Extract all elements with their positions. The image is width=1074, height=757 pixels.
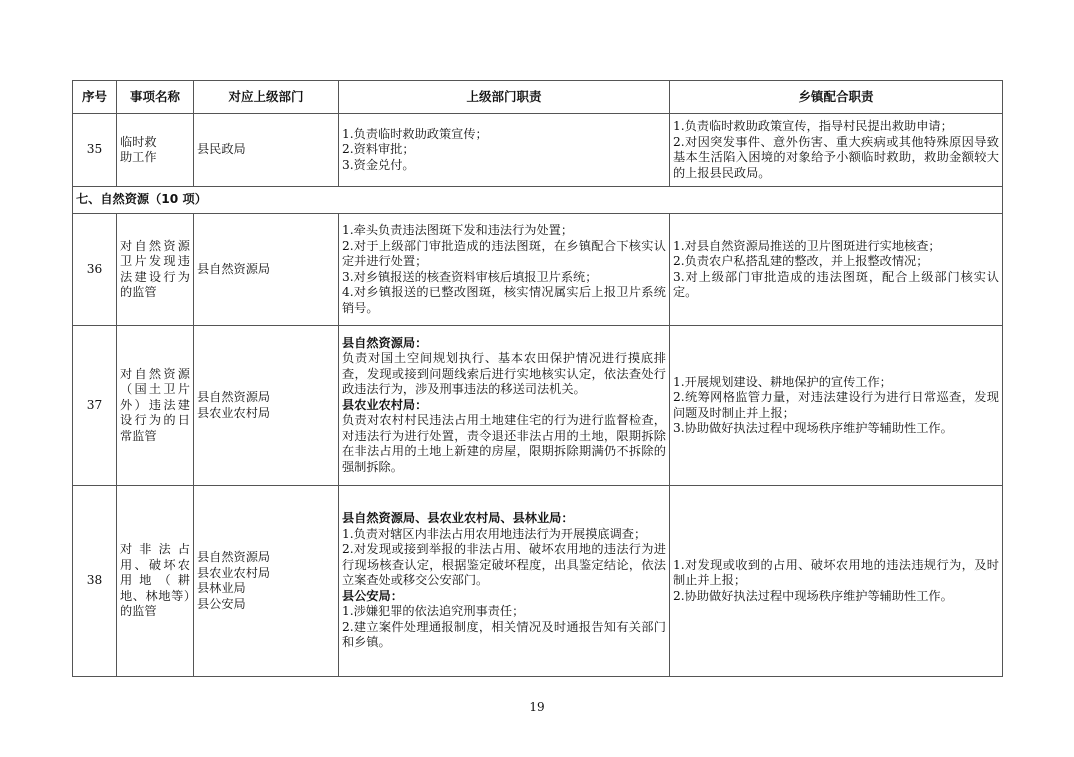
dept-cell: [194, 486, 339, 677]
dept-name: 县农业农村局: [197, 565, 271, 580]
town-duty-line: 3.协助做好执法过程中现场秩序维护等辅助性工作。: [673, 421, 953, 435]
row-number: 35: [73, 114, 117, 187]
dept-name: 县林业局: [197, 581, 246, 595]
dept-label: 县自然资源局：: [342, 335, 428, 350]
upper-duty-line: 4.对乡镇报送的已整改图斑，核实情况属实后上报卫片系统销号。: [342, 285, 666, 315]
upper-duty-line: 1.牵头负责违法图斑下发和违法行为处置；: [342, 223, 574, 237]
page-number: 19: [529, 700, 545, 714]
dept-label: 县公安局：: [342, 588, 403, 603]
town-duty-line: 2.统筹网格监管力量，对违法建设行为进行日常巡查，发现问题及时制止并上报；: [673, 390, 999, 420]
section-row: [73, 187, 1003, 214]
dept-cell: [194, 114, 339, 187]
table-header-row: [73, 81, 1003, 114]
table-row: [73, 114, 1003, 187]
dept-cell: [194, 326, 339, 486]
upper-duty-line: 1.负责临时救助政策宣传；: [342, 126, 488, 141]
town-duties-cell: [670, 326, 1003, 486]
upper-duty-line: 2.资料审批；: [342, 142, 415, 157]
upper-duty-line: 1.涉嫌犯罪的依法追究刑事责任；: [342, 604, 525, 619]
upper-duty-line: 2.建立案件处理通报制度，相关情况及时通报告知有关部门和乡镇。: [342, 619, 666, 650]
town-duty-line: 3.对上级部门审批造成的违法图斑，配合上级部门核实认定。: [673, 269, 999, 299]
dept-name: 县农业农村局: [197, 405, 271, 420]
upper-duty-line: 1.负责对辖区内非法占用农用地违法行为开展摸底调查；: [342, 526, 647, 541]
dept-name: 县公安局: [197, 596, 246, 611]
item-name: 对非法占用、破坏农用地（耕地、林地等）的监管: [117, 486, 194, 677]
town-duties-cell: [670, 486, 1003, 677]
upper-duty-line: 负责对国土空间规划执行、基本农田保护情况进行摸底排查，发现或接到问题线索后进行实地核实认定，依法查处行政违法行为，涉及刑事违法的移送司法机关。: [342, 351, 666, 397]
dept-cell: [194, 214, 339, 326]
header-item: 事项名称: [117, 81, 194, 114]
item-name: 临时救助工作: [120, 134, 157, 164]
header-town-duties: 乡镇配合职责: [670, 81, 1003, 114]
dept-name: 县自然资源局: [197, 261, 271, 276]
dept-name: 县自然资源局: [197, 550, 271, 564]
town-duty-line: 1.负责临时救助政策宣传，指导村民提出救助申请；: [673, 119, 953, 133]
header-upper-duties: 上级部门职责: [339, 81, 670, 114]
section-title: 七、自然资源（10 项）: [73, 187, 1003, 214]
row-number: 38: [73, 486, 117, 677]
table-row: [73, 214, 1003, 326]
town-duty-line: 2.协助做好执法过程中现场秩序维护等辅助性工作。: [673, 588, 953, 603]
upper-duty-line: 负责对农村村民违法占用土地建住宅的行为进行监督检查，对违法行为进行处置，责令退还非法占用的土地，限期拆除在非法占用的土地上新建的房屋，限期拆除期满仍不拆除的强制拆除。: [342, 413, 666, 474]
town-duty-line: 1.对发现或收到的占用、破坏农用地的违法违规行为，及时制止并上报；: [673, 557, 999, 588]
town-duty-line: 1.开展规划建设、耕地保护的宣传工作；: [673, 374, 892, 389]
item-name: 对自然资源（国土卫片外）违法建设行为的日常监管: [117, 326, 194, 486]
item-name: 对自然资源卫片发现违法建设行为的监管: [117, 214, 194, 326]
row-number: 36: [73, 214, 117, 326]
item-name-cell: [117, 114, 194, 187]
upper-duty-line: 3.资金兑付。: [342, 157, 415, 172]
dept-name: 县自然资源局: [197, 390, 271, 404]
upper-duty-line: 2.对发现或接到举报的非法占用、破坏农用地的违法行为进行现场核查认定，根据鉴定破坏程度，出具鉴定结论，依法立案查处或移交公安部门。: [342, 542, 666, 588]
dept-label: 县农业农村局：: [342, 397, 428, 412]
town-duties-cell: [670, 114, 1003, 187]
dept-label: 县自然资源局、县农业农村局、县林业局：: [342, 511, 574, 526]
duties-table: [72, 80, 1003, 677]
upper-duty-line: 2.对于上级部门审批造成的违法图斑，在乡镇配合下核实认定并进行处置；: [342, 238, 666, 268]
upper-duties-cell: [339, 326, 670, 486]
header-dept: 对应上级部门: [194, 81, 339, 114]
town-duty-line: 1.对县自然资源局推送的卫片图斑进行实地核查；: [673, 238, 941, 253]
town-duty-line: 2.对因突发事件、意外伤害、重大疾病或其他特殊原因导致基本生活陷入困境的对象给予小额临时救助，救助金额较大的上报县民政局。: [673, 134, 999, 180]
upper-duties-cell: [339, 114, 670, 187]
upper-duties-cell: [339, 214, 670, 326]
dept-name: 县民政局: [197, 142, 246, 157]
upper-duty-line: 3.对乡镇报送的核查资料审核后填报卫片系统；: [342, 269, 598, 284]
header-no: 序号: [73, 81, 117, 114]
table-row: [73, 326, 1003, 486]
town-duty-line: 2.负责农户私搭乱建的整改，并上报整改情况；: [673, 254, 929, 268]
town-duties-cell: [670, 214, 1003, 326]
upper-duties-cell: [339, 486, 670, 677]
row-number: 37: [73, 326, 117, 486]
table-row: [73, 486, 1003, 677]
